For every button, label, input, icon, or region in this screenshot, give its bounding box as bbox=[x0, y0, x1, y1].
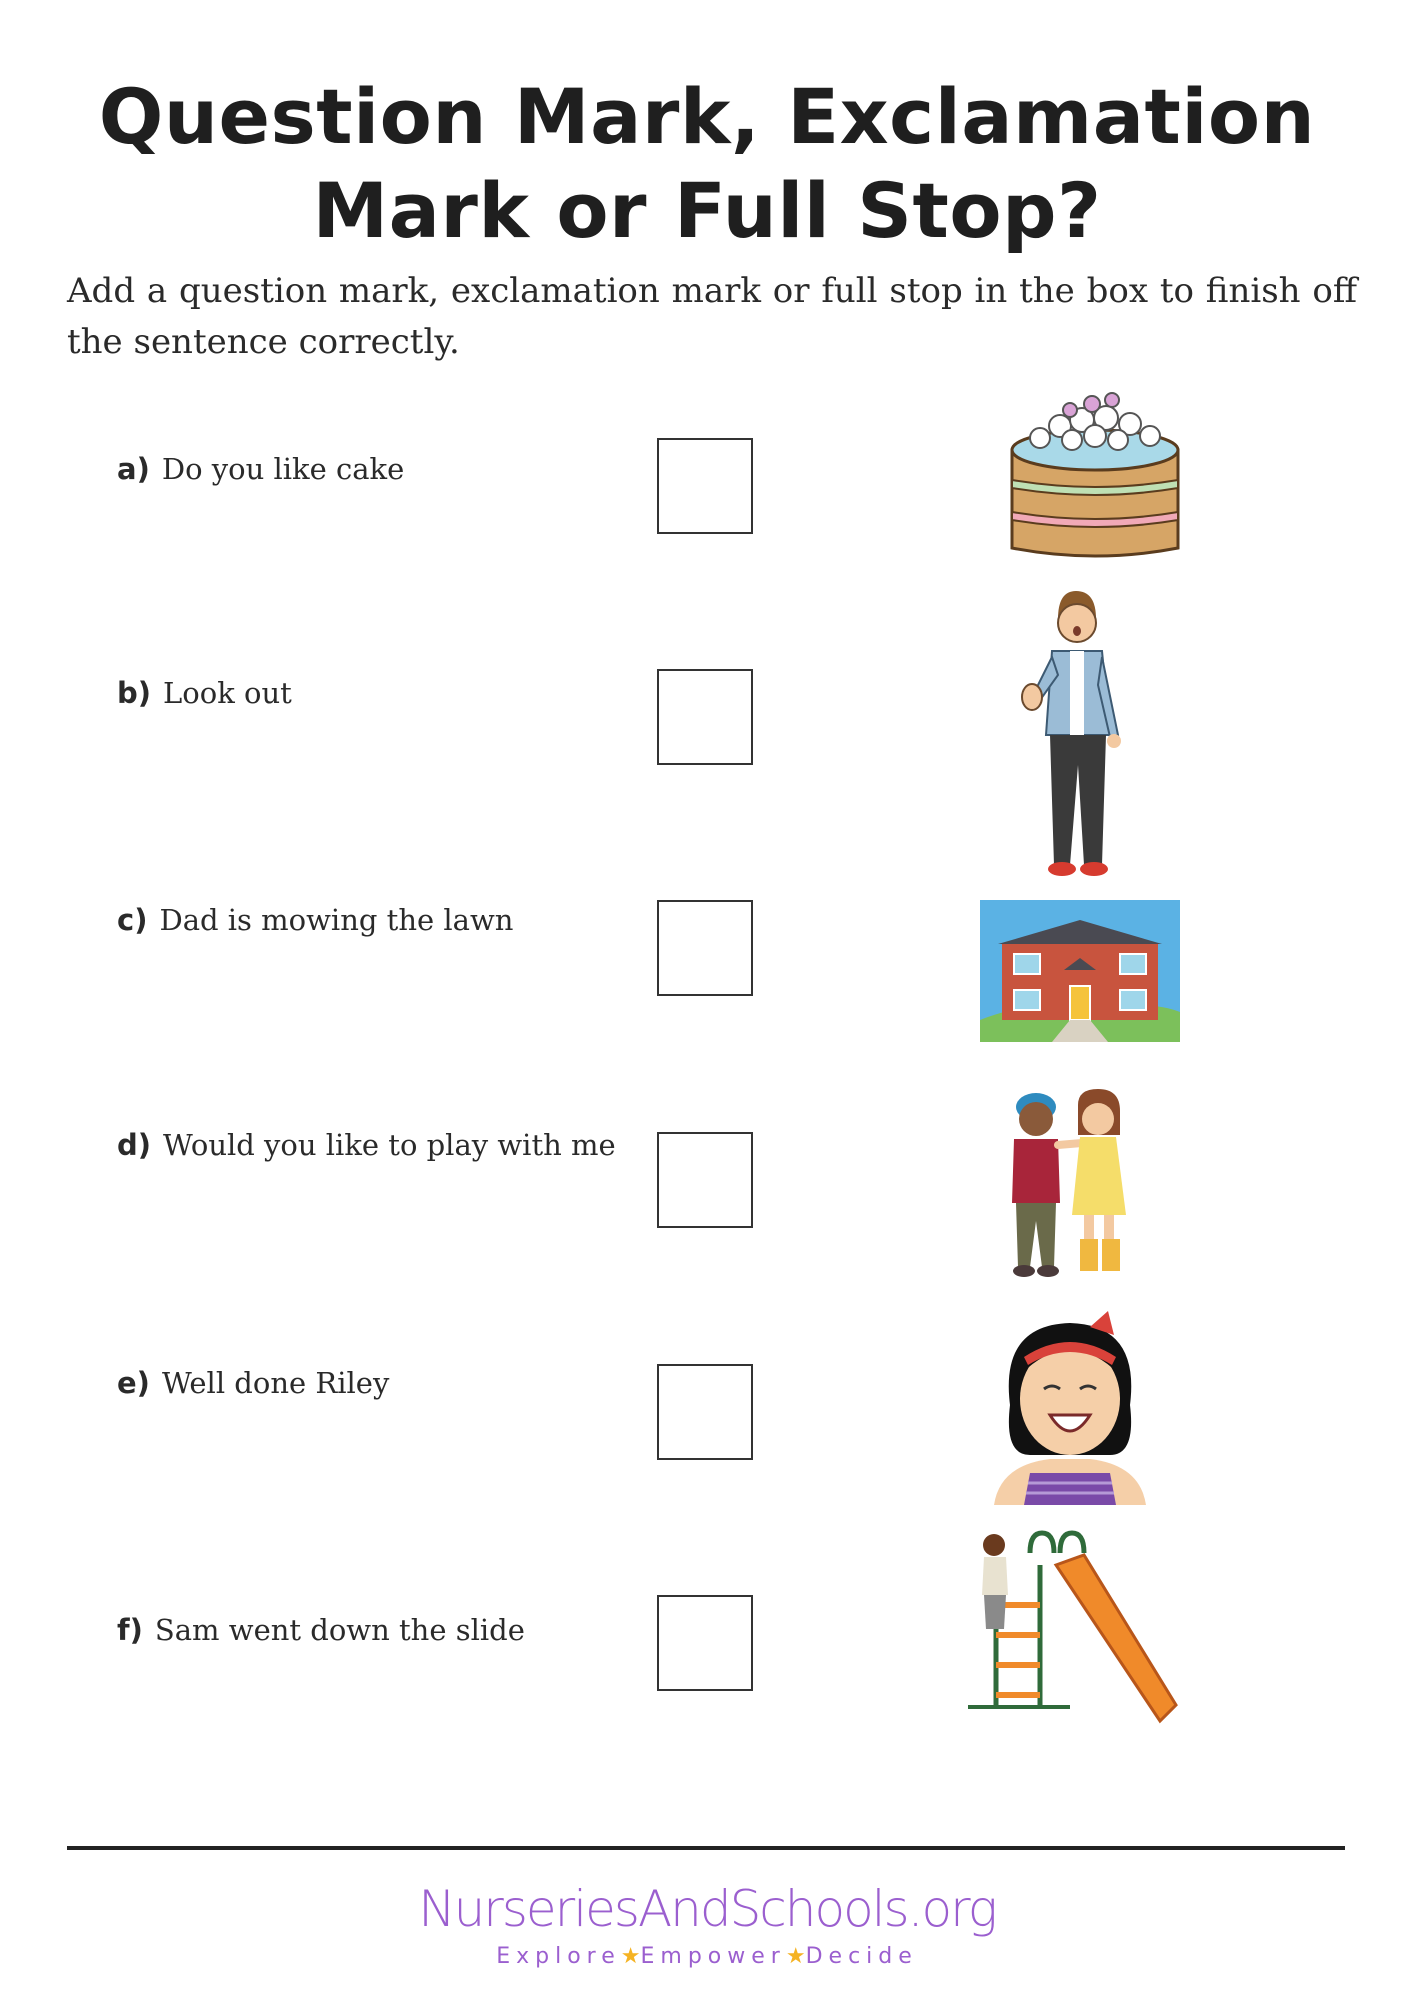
question-letter: b) bbox=[117, 676, 152, 710]
cake-icon bbox=[1000, 380, 1190, 570]
question-f bbox=[117, 1613, 637, 1647]
answer-box-d[interactable] bbox=[657, 1132, 753, 1228]
footer-divider bbox=[67, 1846, 1345, 1850]
page-title: Question Mark, Exclamation Mark or Full Stop? bbox=[98, 72, 1316, 255]
question-text: Look out bbox=[163, 676, 292, 710]
question-d bbox=[117, 1128, 637, 1162]
answer-box-c[interactable] bbox=[657, 900, 753, 996]
logo-name: NurseriesAndSchools.org bbox=[418, 1880, 996, 1938]
question-a bbox=[117, 452, 637, 486]
star-icon: ★ bbox=[620, 1944, 641, 1969]
question-text: Dad is mowing the lawn bbox=[159, 903, 514, 937]
question-text: Well done Riley bbox=[161, 1366, 390, 1400]
question-c bbox=[117, 903, 637, 937]
question-letter: a) bbox=[117, 452, 150, 486]
two-children-icon bbox=[998, 1085, 1138, 1281]
house-icon bbox=[980, 900, 1180, 1042]
question-letter: e) bbox=[117, 1366, 150, 1400]
question-letter: c) bbox=[117, 903, 148, 937]
answer-box-b[interactable] bbox=[657, 669, 753, 765]
answer-box-e[interactable] bbox=[657, 1364, 753, 1460]
answer-box-a[interactable] bbox=[657, 438, 753, 534]
question-text: Sam went down the slide bbox=[154, 1613, 525, 1647]
boy-raising-hand-icon bbox=[1018, 585, 1138, 885]
question-text: Do you like cake bbox=[161, 452, 405, 486]
question-letter: f) bbox=[117, 1613, 143, 1647]
question-letter: d) bbox=[117, 1128, 152, 1162]
smiling-girl-icon bbox=[990, 1305, 1150, 1505]
instructions: Add a question mark, exclamation mark or full stop in the box to finish off the sentence correctly. bbox=[67, 271, 1357, 362]
question-text: Would you like to play with me bbox=[163, 1128, 616, 1162]
question-b bbox=[117, 676, 637, 710]
question-e bbox=[117, 1366, 637, 1400]
star-icon: ★ bbox=[785, 1944, 806, 1969]
logo-tagline: Explore★Empower★Decide bbox=[496, 1944, 918, 1969]
nurseries-and-schools-logo bbox=[407, 1880, 1007, 1980]
answer-box-f[interactable] bbox=[657, 1595, 753, 1691]
child-on-slide-icon bbox=[960, 1525, 1180, 1735]
